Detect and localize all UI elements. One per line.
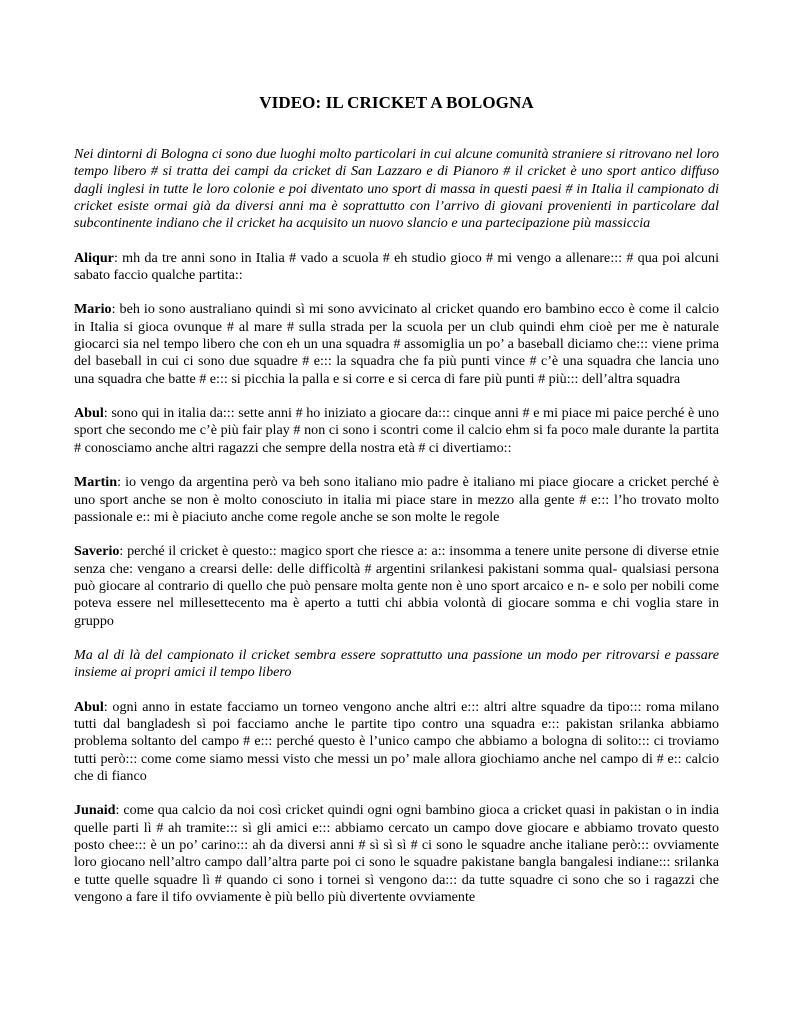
quote-text: : come qua calcio da noi così cricket quindi ogni ogni bambino gioca a cricket quasi in pakistan o in india quelle parti lì # ah tramite::: sì gli amici e::: abbiamo cercato un campo dove giocare e abbiamo trovato questo posto chee::: è un po’ carino::: ah da diversi anni # sì sì sì # ci sono le squadre anche italiane però::: ovviamente loro giocano nell’altro campo dall’altra parte poi ci sono le squadre pakistane bangla bangalesi indiane::: srilanka e tutte quelle squadre lì # quando ci sono i tornei sì vengono da::: da tutte squadre ci sono che so i ragazzi che vengono a fare il tifo ovviamente è più bello più divertente ovviamente [74, 802, 719, 906]
quote-text: : io vengo da argentina però va beh sono italiano mio padre è italiano mi piace giocare a cricket perché è uno sport anche se non è molto conosciuto in italia mi piace stare in mezzo alla gente # e::: l’ho trovato molto passionale e:: mi è piaciuto anche come regole anche se son molte le regole [74, 474, 719, 525]
speaker-name: Mario [74, 301, 112, 318]
speaker-name: Saverio [74, 543, 120, 560]
speaker-name: Aliqur [74, 249, 114, 266]
quote-text: : mh da tre anni sono in Italia # vado a scuola # eh studio gioco # mi vengo a allenare::: # qua poi alcuni sabato faccio qualche partita:: [74, 249, 719, 284]
speaker-name: Martin [74, 474, 118, 491]
quote-text: : beh io sono australiano quindi sì mi sono avvicinato al cricket quando ero bambino ecco è come il calcio in Italia si gioca ovunque # al mare # sulla strada per la scuola per un club quindi ehm cioè per me è naturale giocarci sia nel tempo libero che con eh un una squadra # assomiglia un po’ a baseball diciamo che::: viene prima del baseball in cui ci sono due squadre # e::: la squadra che fa più punti vince # c’è una squadra che lancia uno una squadra che batte # e::: si picchia la palla e si corre e si cerca di fare più punti # più::: dell’altra squadra [74, 301, 719, 387]
quote-abul-2 [74, 699, 719, 786]
quote-text: : perché il cricket è questo:: magico sport che riesce a: a:: insomma a tenere unite persone di diverse etnie senza che: vengano a crearsi delle: delle difficoltà # argentini srilankesi pakistani somma qual- qualsiasi persona può giocare al contrario di quello che può pensare molta gente non è uno sport arcaico e n- e solo per nobili come poteva essere nel millesettecento ma è aperto a tutti chi abbia volontà di giocare somma e chi voglia stare in gruppo [74, 543, 719, 629]
speaker-name: Abul [74, 405, 104, 422]
quote-saverio [74, 543, 719, 630]
quote-mario [74, 301, 719, 388]
quote-aliqur [74, 250, 719, 285]
quote-text: : ogni anno in estate facciamo un torneo vengono anche altri e::: altri altre squadre da tipo::: roma milano tutti dal bangladesh sì poi facciamo anche le partite tipo contro una squadra e::: pakistan srilanka abbiamo problema soltanto del campo # e::: perché questo è l’unico campo che abbiamo a bologna di solito::: ci troviamo tutti però::: come come siamo messi visto che messi un po’ male allora giochiamo anche nel campo di # e:: calcio che di fianco [74, 698, 719, 784]
quote-martin [74, 474, 719, 526]
quote-abul [74, 405, 719, 457]
speaker-name: Abul [74, 698, 104, 715]
quote-text: : sono qui in italia da::: sette anni # ho iniziato a giocare da::: cinque anni # e mi piace mi paice perché è uno sport che secondo me c’è più fair play # non ci sono i scontri come il calcio ehm si fa poco male durante la partita # conosciamo anche altri ragazzi che sempre della nostra età # ci divertiamo:: [74, 405, 719, 456]
document-page [74, 0, 719, 906]
narration-paragraph: Ma al di là del campionato il cricket sembra essere soprattutto una passione un modo per ritrovarsi e passare insieme ai propri amici il tempo libero [74, 646, 719, 681]
quote-junaid [74, 802, 719, 906]
intro-paragraph: Nei dintorni di Bologna ci sono due luoghi molto particolari in cui alcune comunità straniere si ritrovano nel loro tempo libero # si tratta dei campi da cricket di San Lazzaro e di Pianoro # il cricket è uno sport antico diffuso dagli inglesi in tutte le loro colonie e poi diventato uno sport di massa in questi paesi # in Italia il campionato di cricket esiste ormai già da diversi anni ma è soprattutto con l’arrivo di giovani provenienti in particolare dal subcontinente indiano che il cricket ha acquisito un nuovo slancio e una partecipazione più massiccia [74, 146, 719, 232]
page-title: VIDEO: IL CRICKET A BOLOGNA [259, 93, 534, 112]
speaker-name: Junaid [74, 802, 116, 819]
